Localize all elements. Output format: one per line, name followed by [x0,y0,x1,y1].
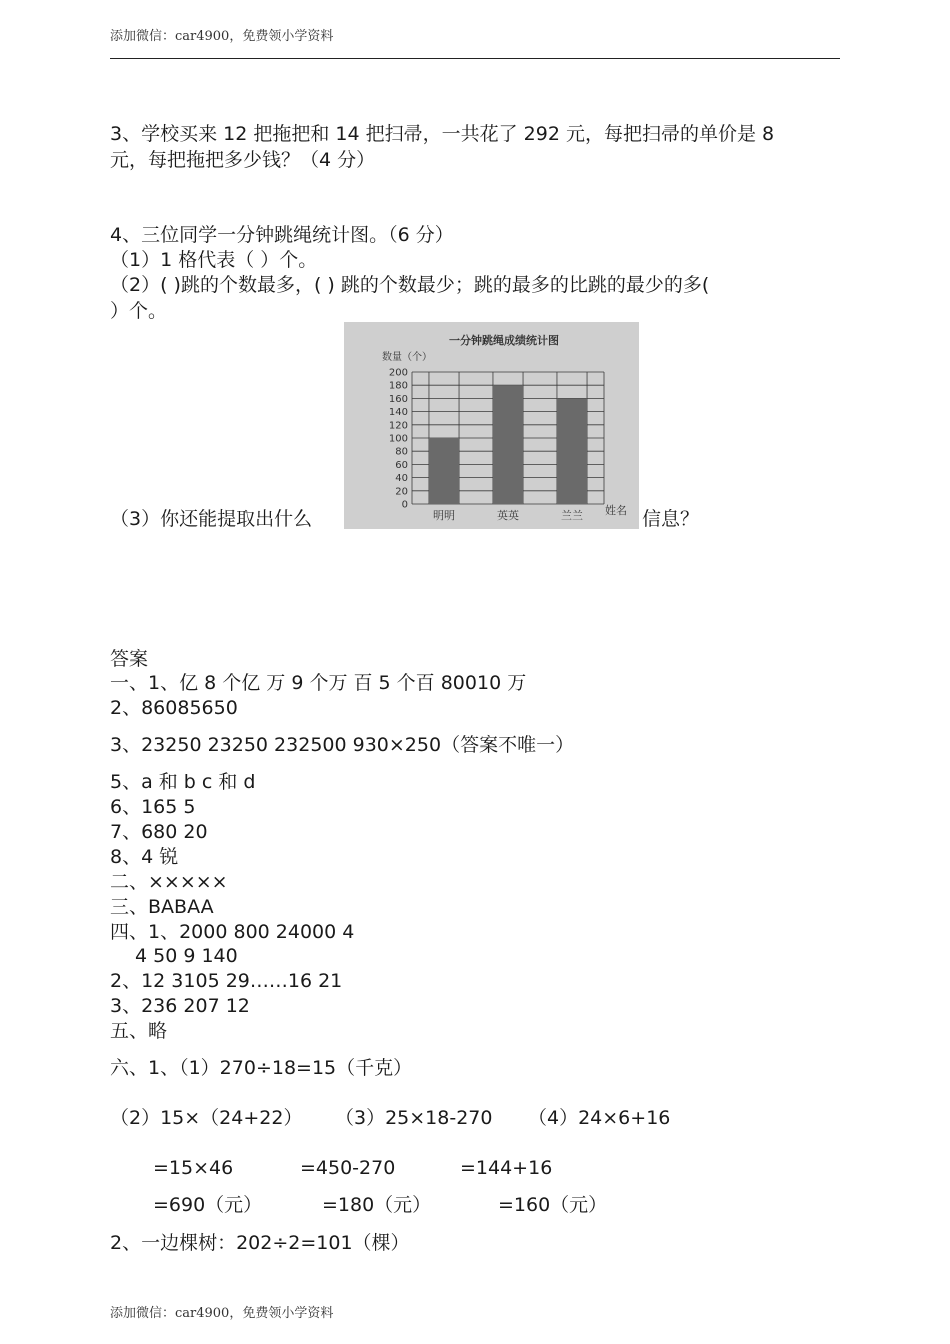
chart-y-tick-label: 120 [388,420,408,432]
chart-y-tick-label: 80 [395,446,408,458]
calc-3-step2: =450-270 [300,1157,396,1179]
answer-line: 二、××××× [110,871,228,893]
chart-y-tick-label: 0 [401,499,408,511]
answer-line: 2、12 3105 29……16 21 [110,970,343,992]
chart-bar [557,398,587,504]
chart-y-tick-label: 20 [395,486,408,498]
chart-bar [429,438,459,504]
header-rule [110,58,840,59]
calc-3-step1: （3）25×18-270 [335,1107,493,1129]
answers-heading: 答案 [110,648,149,670]
answer-line: 8、4 锐 [110,846,179,868]
answer-line: 六、1、（1）270÷18=15（千克） [110,1057,413,1079]
chart-y-tick-label: 140 [388,407,408,419]
page-footer: 添加微信：car4900，免费领小学资料 [110,1306,334,1321]
chart-y-label: 数量（个） [382,352,432,363]
q4-title: 4、三位同学一分钟跳绳统计图。（6 分） [110,224,454,246]
chart-x-ticks [433,508,583,522]
q3-line1: 3、学校买来 12 把拖把和 14 把扫帚，一共花了 292 元，每把扫帚的单价是 8 [110,123,775,145]
q4-part1: （1）1 格代表（ ）个。 [110,249,318,271]
calc-2-step1: （2）15×（24+22） [110,1107,303,1129]
chart-svg [344,322,639,529]
chart-bars [429,385,587,504]
chart-x-tick-label: 明明 [433,509,455,522]
q4-part3-start: （3）你还能提取出什么 [110,508,313,530]
chart-y-ticks [389,368,408,511]
answer-line: 3、236 207 12 [110,995,250,1017]
calc-2-step2: =15×46 [153,1157,234,1179]
calc-2-step3: =690（元） [153,1194,263,1216]
q3-line2: 元，每把拖把多少钱？（4 分） [110,149,376,171]
chart-x-tick-label: 英英 [497,509,519,522]
answer-line: 3、23250 23250 232500 930×250（答案不唯一） [110,734,575,756]
answer-line: 四、1、2000 800 24000 4 [110,921,355,943]
answer-line: 5、a 和 b c 和 d [110,771,256,793]
q4-part2-cont: ）个。 [110,300,168,322]
answer-line: 五、略 [110,1020,168,1042]
calc-4-step2: =144+16 [460,1157,553,1179]
chart-title: 一分钟跳绳成绩统计图 [449,334,559,347]
calc-3-step3: =180（元） [322,1194,432,1216]
answer-line: 2、86085650 [110,697,238,719]
answer-line: 6、165 5 [110,796,196,818]
calc-4-step3: =160（元） [498,1194,608,1216]
answer-line: 三、BABAA [110,896,214,918]
answer-line: 4 50 9 140 [135,945,238,967]
chart-x-tick-label: 兰兰 [561,509,583,522]
chart-bar [493,385,523,504]
jump-rope-bar-chart [344,322,639,529]
q4-part2: （2）( )跳的个数最多，( ) 跳的个数最少；跳的最多的比跳的最少的多( [110,274,710,296]
calc-4-step1: （4）24×6+16 [528,1107,671,1129]
chart-y-tick-label: 160 [388,393,408,405]
q4-part3-end: 信息？ [642,508,700,530]
chart-y-tick-label: 200 [388,367,408,379]
chart-y-tick-label: 40 [395,473,408,485]
chart-y-tick-label: 60 [395,459,408,471]
answer-line: 一、1、亿 8 个亿 万 9 个万 百 5 个百 80010 万 [110,672,527,694]
chart-y-tick-label: 100 [388,433,408,445]
page-header: 添加微信：car4900，免费领小学资料 [110,29,334,44]
chart-x-label: 姓名 [605,504,627,517]
chart-y-tick-label: 180 [388,380,408,392]
answer-line: 7、680 20 [110,821,208,843]
answer-last-line: 2、一边棵树：202÷2=101（棵） [110,1232,410,1254]
